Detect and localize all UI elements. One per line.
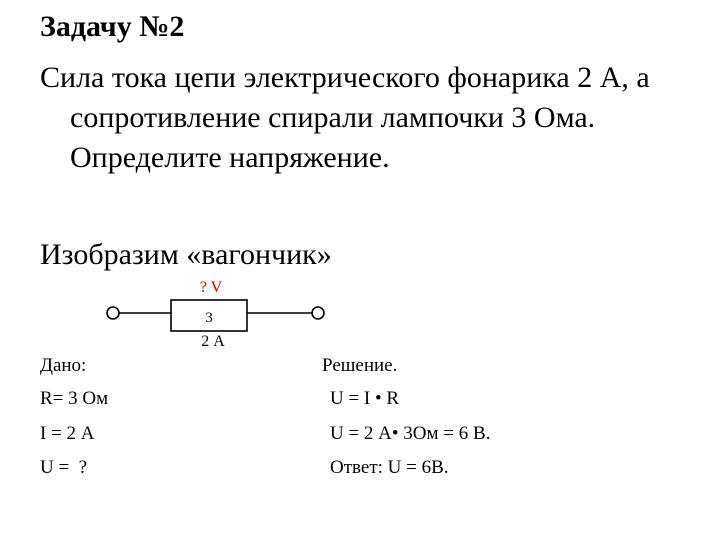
solution-formula: U = I • R: [330, 388, 400, 409]
circuit-diagram: [0, 270, 400, 352]
current-label: 2 А: [201, 333, 225, 350]
right-terminal: [312, 307, 324, 319]
resistor-label: 3: [205, 310, 213, 326]
slide-title: Задачу №2: [40, 10, 185, 43]
problem-statement: Сила тока цепи электрического фонарика 2 А, а сопротивление спирали лампочки 3 Ома. Определите напряжение.: [40, 61, 650, 174]
given-line-voltage: U = ?: [40, 457, 88, 478]
left-terminal: [107, 307, 119, 319]
voltage-label: ? V: [199, 279, 223, 296]
subheading: Изобразим «вагончик»: [40, 238, 332, 271]
given-line-resistance: R= 3 Ом: [40, 388, 109, 409]
solution-calculation: U = 2 А• 3Ом = 6 В.: [330, 423, 491, 444]
solution-heading: Решение.: [322, 355, 398, 376]
solution-answer: Ответ: U = 6В.: [330, 457, 449, 478]
given-line-current: I = 2 А: [40, 423, 95, 444]
given-heading: Дано:: [40, 355, 87, 376]
